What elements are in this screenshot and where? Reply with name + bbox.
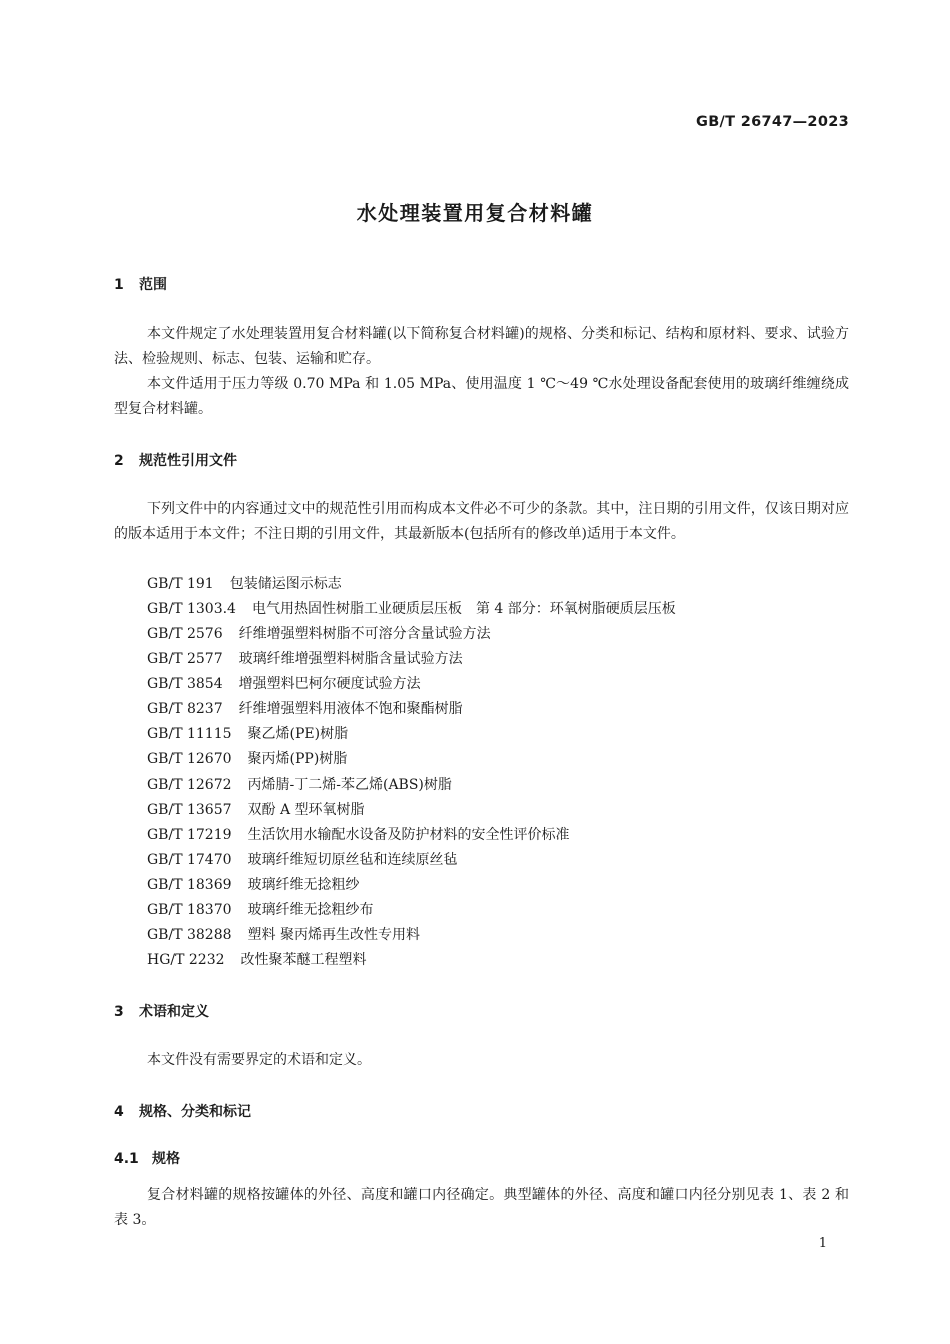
section-title: 规格、分类和标记: [139, 1104, 251, 1120]
section-4-1-body: [114, 1183, 849, 1233]
reference-code: GB/T 2576: [147, 626, 223, 643]
reference-code: GB/T 18369: [147, 876, 232, 893]
reference-code: GB/T 18370: [147, 901, 232, 918]
section-4-heading: [114, 1102, 251, 1122]
reference-code: GB/T 8237: [147, 701, 223, 718]
reference-name: 玻璃纤维无捻粗纱布: [247, 901, 374, 918]
reference-code: GB/T 3854: [147, 676, 223, 693]
reference-code: GB/T 38288: [147, 926, 232, 943]
section-title: 规格: [152, 1151, 180, 1167]
paragraph: 下列文件中的内容通过文中的规范性引用而构成本文件必不可少的条款。其中，注日期的引用文件，仅该日期对应的版本适用于本文件；不注日期的引用文件，其最新版本(包括所有的修改单)适用于本文件。: [114, 501, 849, 542]
reference-name: 包装储运图示标志: [229, 576, 342, 592]
section-3-heading: [114, 1002, 209, 1022]
reference-item: [147, 597, 676, 622]
reference-item: [147, 647, 676, 672]
normative-references-list: [147, 572, 676, 973]
reference-name: 双酚 A 型环氧树脂: [247, 801, 365, 818]
section-3-body: [114, 1048, 849, 1073]
reference-name: 玻璃纤维增强塑料树脂含量试验方法: [238, 651, 463, 668]
reference-item: [147, 672, 676, 697]
section-title: 术语和定义: [139, 1004, 209, 1020]
reference-code: GB/T 17470: [147, 851, 232, 868]
reference-code: GB/T 12672: [147, 776, 232, 793]
section-number: 3: [114, 1004, 124, 1020]
reference-code: GB/T 13657: [147, 801, 232, 818]
reference-name: 生活饮用水输配水设备及防护材料的安全性评价标准: [247, 826, 570, 843]
page-number: 1: [818, 1236, 827, 1251]
reference-item: [147, 722, 676, 747]
reference-item: [147, 948, 676, 973]
reference-name: 纤维增强塑料用液体不饱和聚酯树脂: [238, 701, 463, 718]
reference-name: 增强塑料巴柯尔硬度试验方法: [238, 676, 421, 693]
reference-item: [147, 798, 676, 823]
reference-name: 纤维增强塑料树脂不可溶分含量试验方法: [238, 626, 491, 643]
paragraph: 复合材料罐的规格按罐体的外径、高度和罐口内径确定。典型罐体的外径、高度和罐口内径分别见表 1、表 2 和表 3。: [114, 1187, 849, 1228]
reference-name: 塑料 聚丙烯再生改性专用料: [247, 926, 420, 943]
section-number: 1: [114, 277, 124, 293]
reference-code: GB/T 2577: [147, 651, 223, 668]
paragraph: 本文件适用于压力等级 0.70 MPa 和 1.05 MPa、使用温度 1 ℃～49 ℃水处理设备配套使用的玻璃纤维缠绕成型复合材料罐。: [114, 376, 849, 417]
section-title: 范围: [139, 277, 167, 293]
reference-code: HG/T 2232: [147, 951, 225, 968]
reference-item: [147, 923, 676, 948]
reference-name: 丙烯腈-丁二烯-苯乙烯(ABS)树脂: [247, 776, 452, 793]
reference-item: [147, 873, 676, 898]
section-2-heading: [114, 451, 237, 471]
reference-name: 改性聚苯醚工程塑料: [240, 951, 367, 968]
section-1-body: [114, 322, 849, 422]
section-1-heading: [114, 275, 167, 295]
reference-name: 玻璃纤维短切原丝毡和连续原丝毡: [247, 851, 458, 868]
standard-code: GB/T 26747—2023: [696, 114, 849, 130]
section-4-1-heading: [114, 1149, 180, 1169]
reference-item: [147, 773, 676, 798]
reference-name: 聚丙烯(PP)树脂: [247, 751, 348, 768]
reference-item: [147, 848, 676, 873]
section-number: 2: [114, 453, 124, 469]
reference-name: 聚乙烯(PE)树脂: [247, 726, 349, 743]
reference-code: GB/T 191: [147, 576, 214, 592]
reference-code: GB/T 17219: [147, 826, 232, 843]
reference-item: [147, 823, 676, 848]
reference-item: [147, 747, 676, 772]
reference-code: GB/T 1303.4: [147, 601, 236, 618]
reference-name: 玻璃纤维无捻粗纱: [247, 876, 360, 893]
reference-code: GB/T 12670: [147, 751, 232, 768]
reference-name: 电气用热固性树脂工业硬质层压板 第 4 部分：环氧树脂硬质层压板: [251, 601, 676, 618]
section-number: 4.1: [114, 1151, 139, 1167]
reference-item: [147, 697, 676, 722]
reference-code: GB/T 11115: [147, 726, 232, 743]
section-number: 4: [114, 1104, 124, 1120]
reference-item: [147, 572, 676, 597]
document-title: 水处理装置用复合材料罐: [356, 201, 594, 225]
reference-item: [147, 622, 676, 647]
section-2-body: [114, 497, 849, 547]
section-title: 规范性引用文件: [139, 453, 237, 469]
reference-item: [147, 898, 676, 923]
paragraph: 本文件没有需要界定的术语和定义。: [147, 1052, 371, 1068]
paragraph: 本文件规定了水处理装置用复合材料罐(以下简称复合材料罐)的规格、分类和标记、结构和原材料、要求、试验方法、检验规则、标志、包装、运输和贮存。: [114, 326, 849, 367]
